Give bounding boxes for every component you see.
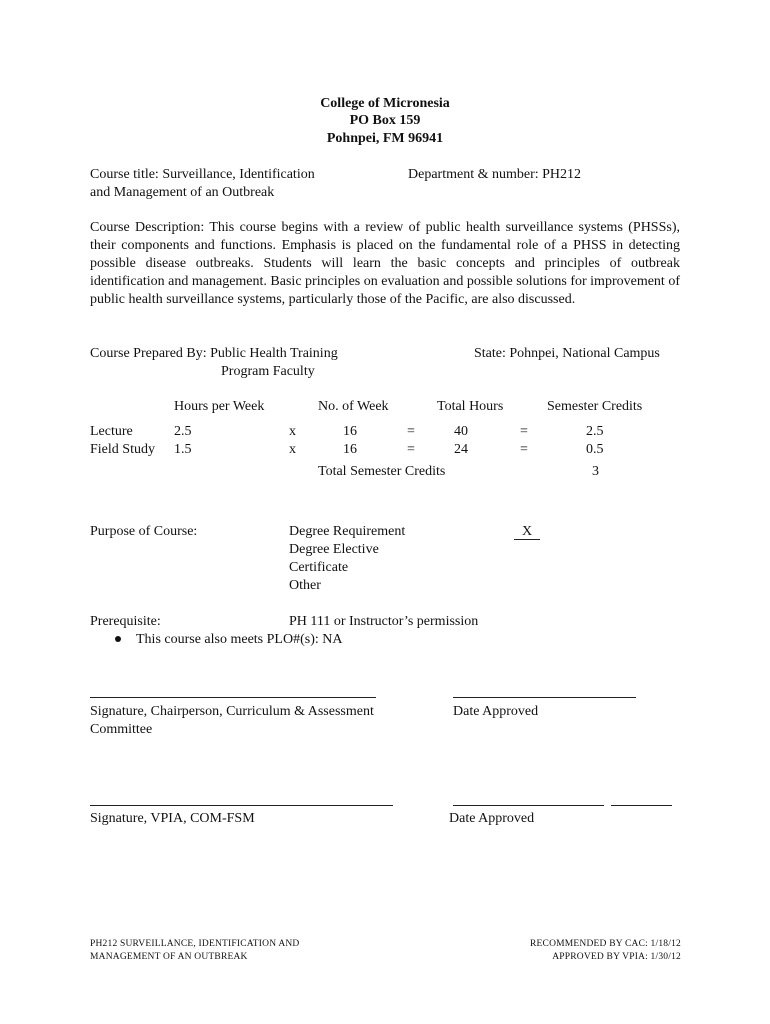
- signature-line-chairperson: [90, 697, 376, 698]
- footer-approved: APPROVED BY VPIA: 1/30/12: [552, 952, 681, 962]
- row-weeks: 16: [343, 442, 357, 457]
- total-credits-label: Total Semester Credits: [318, 464, 446, 479]
- row-equals: =: [407, 424, 415, 439]
- total-credits-value: 3: [592, 464, 599, 479]
- footer-course-name-line1: PH212 SURVEILLANCE, IDENTIFICATION AND: [90, 939, 300, 949]
- row-hours: 2.5: [174, 424, 192, 439]
- row-label: Lecture: [90, 424, 133, 439]
- row-credits: 2.5: [586, 424, 604, 439]
- purpose-label: Purpose of Course:: [90, 524, 198, 539]
- row-label: Field Study: [90, 442, 155, 457]
- date-approved-label: Date Approved: [449, 811, 535, 826]
- row-credits: 0.5: [586, 442, 604, 457]
- prerequisite-label: Prerequisite:: [90, 614, 161, 629]
- date-line-vpia: [453, 805, 604, 806]
- footer-course-name-line2: MANAGEMENT OF AN OUTBREAK: [90, 952, 248, 962]
- institution-address: PO Box 159: [349, 113, 421, 128]
- row-hours: 1.5: [174, 442, 192, 457]
- signature-chairperson-label-line2: Committee: [90, 722, 153, 737]
- course-title-line1: Course title: Surveillance, Identification: [90, 167, 315, 182]
- row-times: x: [289, 424, 296, 439]
- header-total-hours: Total Hours: [437, 399, 504, 414]
- bullet-icon: [115, 636, 121, 642]
- header-semester-credits: Semester Credits: [547, 399, 643, 414]
- course-description: Course Description: This course begins with a review of public health surveillance systems (PHSSs), their components and functions. Emphasis is placed on the fundamental role of a PHSS in detecting possible disease outbreaks. Students will learn the basic concepts and principles of outbreak identification and management. Basic principles on evaluation and possible solutions for improvement of public health surveillance systems, particularly those of the Pacific, are also discussed.: [90, 220, 680, 307]
- header-no-of-week: No. of Week: [318, 399, 389, 414]
- row-equals: =: [520, 424, 528, 439]
- campus-state: State: Pohnpei, National Campus: [474, 346, 660, 361]
- course-title-line2: and Management of an Outbreak: [90, 185, 275, 200]
- row-equals: =: [520, 442, 528, 457]
- institution-city: Pohnpei, FM 96941: [326, 131, 444, 146]
- row-equals: =: [407, 442, 415, 457]
- header-hours-per-week: Hours per Week: [174, 399, 265, 414]
- purpose-option-certificate: Certificate: [289, 560, 349, 575]
- purpose-mark: X: [521, 524, 533, 539]
- row-weeks: 16: [343, 424, 357, 439]
- purpose-option-other: Other: [289, 578, 321, 593]
- signature-chairperson-label: Signature, Chairperson, Curriculum & Assessment: [90, 704, 374, 719]
- footer-recommended: RECOMMENDED BY CAC: 1/18/12: [530, 939, 681, 949]
- signature-line-vpia: [90, 805, 393, 806]
- prepared-by-line1: Course Prepared By: Public Health Training: [90, 346, 338, 361]
- date-approved-label: Date Approved: [453, 704, 539, 719]
- plo-note: This course also meets PLO#(s): NA: [136, 632, 343, 647]
- prepared-by-line2: Program Faculty: [221, 364, 315, 379]
- date-line-chairperson: [453, 697, 636, 698]
- row-total: 40: [454, 424, 468, 439]
- department-number: Department & number: PH212: [408, 167, 582, 182]
- prerequisite-value: PH 111 or Instructor’s permission: [289, 614, 479, 629]
- purpose-option-degree-requirement: Degree Requirement: [289, 524, 406, 539]
- row-times: x: [289, 442, 296, 457]
- institution-name: College of Micronesia: [320, 96, 450, 111]
- row-total: 24: [454, 442, 468, 457]
- date-line-vpia-extra: [611, 805, 672, 806]
- purpose-mark-underline: [514, 539, 540, 540]
- purpose-option-degree-elective: Degree Elective: [289, 542, 379, 557]
- signature-vpia-label: Signature, VPIA, COM-FSM: [90, 811, 255, 826]
